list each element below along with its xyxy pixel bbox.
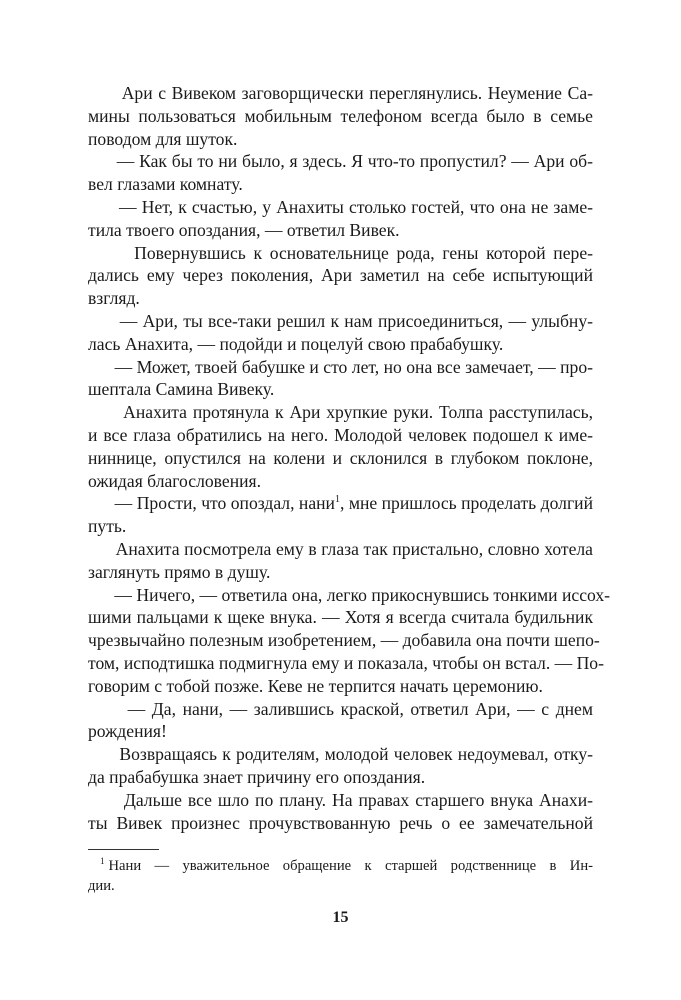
text-line bbox=[88, 743, 593, 766]
text-line bbox=[88, 264, 593, 287]
text-line-content: рождения! bbox=[88, 721, 167, 742]
text-line bbox=[88, 82, 593, 105]
text-line bbox=[88, 515, 593, 538]
text-line bbox=[88, 470, 593, 493]
text-line-content: — Как бы то ни было, я здесь. Я что-то пропустил? — Ари об- bbox=[88, 151, 593, 172]
footnote-divider bbox=[88, 849, 159, 850]
footnote-line-2: дии. bbox=[88, 877, 115, 894]
text-line-content: — Прости, что опоздал, нани bbox=[88, 493, 335, 514]
text-line-content: вел глазами комнату. bbox=[88, 174, 243, 195]
text-line bbox=[88, 150, 593, 173]
page-number: 15 bbox=[332, 909, 349, 926]
text-line bbox=[88, 287, 593, 310]
text-line-content: лась Анахита, — подойди и поцелуй свою прабабушку. bbox=[88, 333, 504, 354]
footnote bbox=[88, 857, 593, 896]
text-line-content: шими пальцами к щеке внука. — Хотя я всегда считала будильник bbox=[88, 607, 593, 628]
text-line-content: ожидая благословения. bbox=[88, 470, 262, 491]
text-line-content: ниннице, опустился на колени и склонился в глубоком поклоне, bbox=[88, 447, 593, 468]
text-line bbox=[88, 766, 593, 789]
footnote-mark: 1 bbox=[100, 856, 105, 867]
text-line bbox=[88, 378, 593, 401]
footnote-line-1 bbox=[88, 857, 593, 877]
text-line bbox=[88, 812, 593, 835]
text-line-content: Анахита протянула к Ари хрупкие руки. Толпа расступилась, bbox=[88, 402, 593, 423]
text-line-content: поводом для шуток. bbox=[88, 128, 238, 149]
text-line-content: мины пользоваться мобильным телефоном всегда было в семье bbox=[88, 105, 593, 126]
text-line-content: тила твоего опоздания, — ответил Вивек. bbox=[88, 219, 400, 240]
text-line-content: — Ничего, — ответила она, легко прикоснувшись тонкими иссох- bbox=[88, 584, 611, 605]
text-line-content: ты Вивек произнес прочувствованную речь о ее замечательной bbox=[88, 812, 593, 833]
text-line-content: шептала Самина Вивеку. bbox=[88, 379, 275, 400]
text-line-content: дались ему через поколения, Ари заметил на себе испытующий bbox=[88, 265, 593, 286]
text-line bbox=[88, 242, 593, 265]
text-line bbox=[88, 606, 593, 629]
text-line bbox=[88, 789, 593, 812]
text-line bbox=[88, 173, 593, 196]
text-line bbox=[88, 584, 611, 607]
text-line bbox=[88, 424, 593, 447]
text-line-content: — Ари, ты все-таки решил к нам присоединиться, — улыбну- bbox=[88, 310, 593, 331]
text-line bbox=[88, 652, 604, 675]
text-line-content: путь. bbox=[88, 516, 127, 537]
text-line bbox=[88, 401, 593, 424]
text-line bbox=[88, 675, 593, 698]
text-line-content: говорим с тобой позже. Кеве не терпится начать церемонию. bbox=[88, 675, 543, 696]
text-line-content: Дальше все шло по плану. На правах старшего внука Анахи- bbox=[88, 789, 593, 810]
text-line bbox=[88, 219, 593, 242]
text-line-content: том, исподтишка подмигнула ему и показала, чтобы он встал. — По- bbox=[88, 652, 604, 673]
text-line-content: заглянуть прямо в душу. bbox=[88, 561, 271, 582]
text-line bbox=[88, 538, 593, 561]
text-line-content: Повернувшись к основательнице рода, гены которой пере- bbox=[88, 242, 593, 263]
text-line-continuation: , мне пришлось проделать долгий bbox=[339, 493, 593, 514]
text-line bbox=[88, 629, 600, 652]
text-line bbox=[88, 196, 593, 219]
page-body bbox=[88, 82, 611, 834]
text-line bbox=[88, 356, 593, 379]
text-line bbox=[88, 492, 593, 515]
text-line bbox=[88, 561, 593, 584]
text-line-content: и все глаза обратились на него. Молодой человек подошел к име- bbox=[88, 424, 593, 445]
text-line-content: — Может, твоей бабушке и сто лет, но она все замечает, — про- bbox=[88, 356, 593, 377]
footnote-text-1: Нани — уважительное обращение к старшей родственнице в Ин- bbox=[108, 858, 593, 874]
text-line bbox=[88, 105, 593, 128]
text-line bbox=[88, 333, 593, 356]
text-line-content: чрезвычайно полезным изобретением, — добавила она почти шепо- bbox=[88, 630, 600, 651]
text-line-content: Анахита посмотрела ему в глаза так пристально, словно хотела bbox=[88, 538, 593, 559]
text-line bbox=[88, 128, 593, 151]
text-line bbox=[88, 447, 593, 470]
text-line-content: — Да, нани, — залившись краской, ответил Ари, — с днем bbox=[88, 698, 593, 719]
text-line-content: Возвращаясь к родителям, молодой человек недоумевал, отку- bbox=[88, 744, 593, 765]
text-line bbox=[88, 310, 593, 333]
text-line-content: взгляд. bbox=[88, 288, 140, 309]
text-line-content: — Нет, к счастью, у Анахиты столько гостей, что она не заме- bbox=[88, 196, 593, 217]
text-line bbox=[88, 698, 593, 721]
text-line-content: да прабабушка знает причину его опоздания. bbox=[88, 766, 426, 787]
footnote-reference: 1 bbox=[334, 494, 340, 506]
text-line bbox=[88, 720, 593, 743]
text-line-content: Ари с Вивеком заговорщически переглянулись. Неумение Са- bbox=[88, 83, 593, 103]
